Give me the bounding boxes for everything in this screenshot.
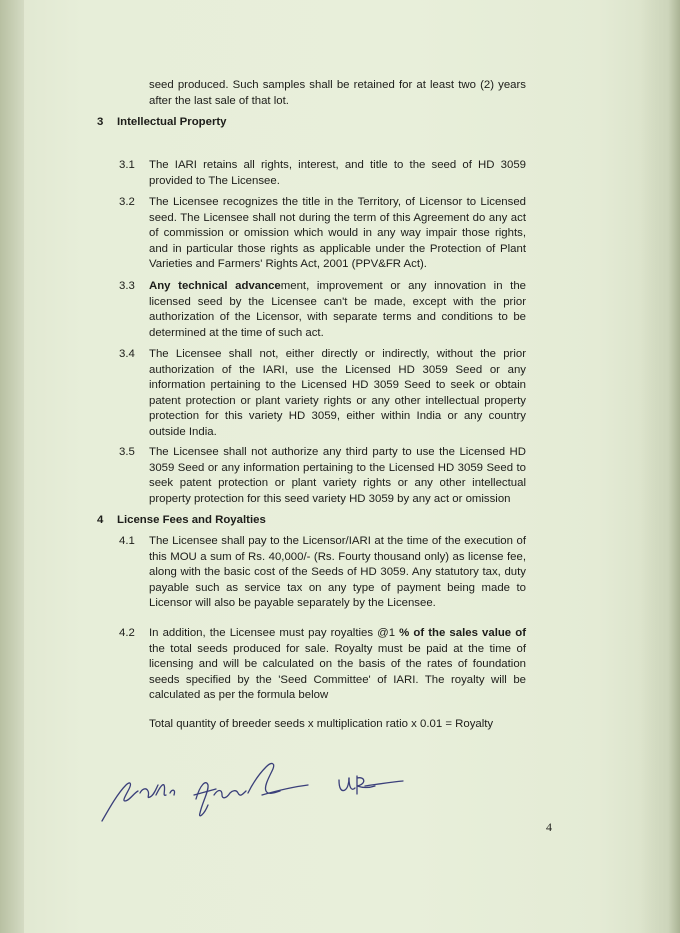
clause-3-3-number: 3.3 [119,280,135,292]
clause-3-1-number: 3.1 [119,159,135,171]
clause-4-1-text: The Licensee shall pay to the Licensor/IARI at the time of the execution of this MOU a sum of Rs. 40,000/- (Rs. Fourty thousand only) as license fee, along with the basic cost of the Seeds of HD 3059. Any statutory tax, duty payable such as service tax on any type of payment being made to Licensor will also be payable separately by the Licensee. [149,535,526,609]
initials-right [335,770,407,800]
clause-4-2-text-before: In addition, the Licensee must pay royalties @1 [149,627,400,639]
clause-3-4-number: 3.4 [119,348,135,360]
continuation-paragraph: seed produced. Such samples shall be retained for at least two (2) years after the last sale of that lot. [149,79,526,107]
clause-3-2-text: The Licensee recognizes the title in the Territory, of Licensor to Licensed seed. The Licensee shall not during the term of this Agreement do any act of commission or omission which would in any way impair those rights, and in particular those rights as applicable under the Protection of Plant Varieties and Farmers' Rights Act, 2001 (PPV&FR Act). [149,196,526,270]
signature-left [96,755,316,825]
clause-3-3-text: ment, improvement or any innovation in the licensed seed by the Licensee can't be made, except with the prior authorization of the Licensor, with separate terms and conditions to be determined at the time of such act. [149,280,527,339]
section-3-title: Intellectual Property [117,116,227,128]
page-number: 4 [546,820,552,834]
clause-4-2-text-after: the total seeds produced for sale. Royalty must be paid at the time of licensing and will be calculated on the basis of the rates of foundation seeds specified by the 'Seed Committee' of IARI. The royalty will be calculated as per the formula below [149,642,526,701]
clause-4-2-paragraph [149,626,526,704]
clause-4-1-number: 4.1 [119,535,135,547]
clause-3-2-number: 3.2 [119,196,135,208]
clause-3-5-number: 3.5 [119,446,135,458]
clause-3-4-text: The Licensee shall not, either directly or indirectly, without the prior authorization of the IARI, use the Licensed HD 3059 Seed or any information pertaining to the Licensed HD 3059 Seed to seek or obtain patent protection or plant variety rights or any other intellectual property protection for this variety HD 3059, either within India or any country outside India. [149,348,526,438]
clause-3-3-paragraph [149,279,526,341]
section-4-number: 4 [97,514,104,526]
clause-3-5-text: The Licensee shall not authorize any third party to use the Licensed HD 3059 Seed or any information pertaining to the Licensed HD 3059 Seed to seek patent protection or plant variety rights or any other intellectual property protection for this seed variety HD 3059 by any act or omission [149,446,526,505]
clause-3-1-text: The IARI retains all rights, interest, and title to the seed of HD 3059 provided to The Licensee. [149,159,526,187]
clause-3-3-bold-lead: Any technical advance [149,280,281,292]
clause-4-2-bold-mid: % of the sales value of [399,627,526,639]
royalty-formula: Total quantity of breeder seeds x multiplication ratio x 0.01 = Royalty [149,718,494,730]
section-3-number: 3 [97,116,104,128]
clause-4-2-number: 4.2 [119,627,135,639]
section-4-title: License Fees and Royalties [117,514,266,526]
